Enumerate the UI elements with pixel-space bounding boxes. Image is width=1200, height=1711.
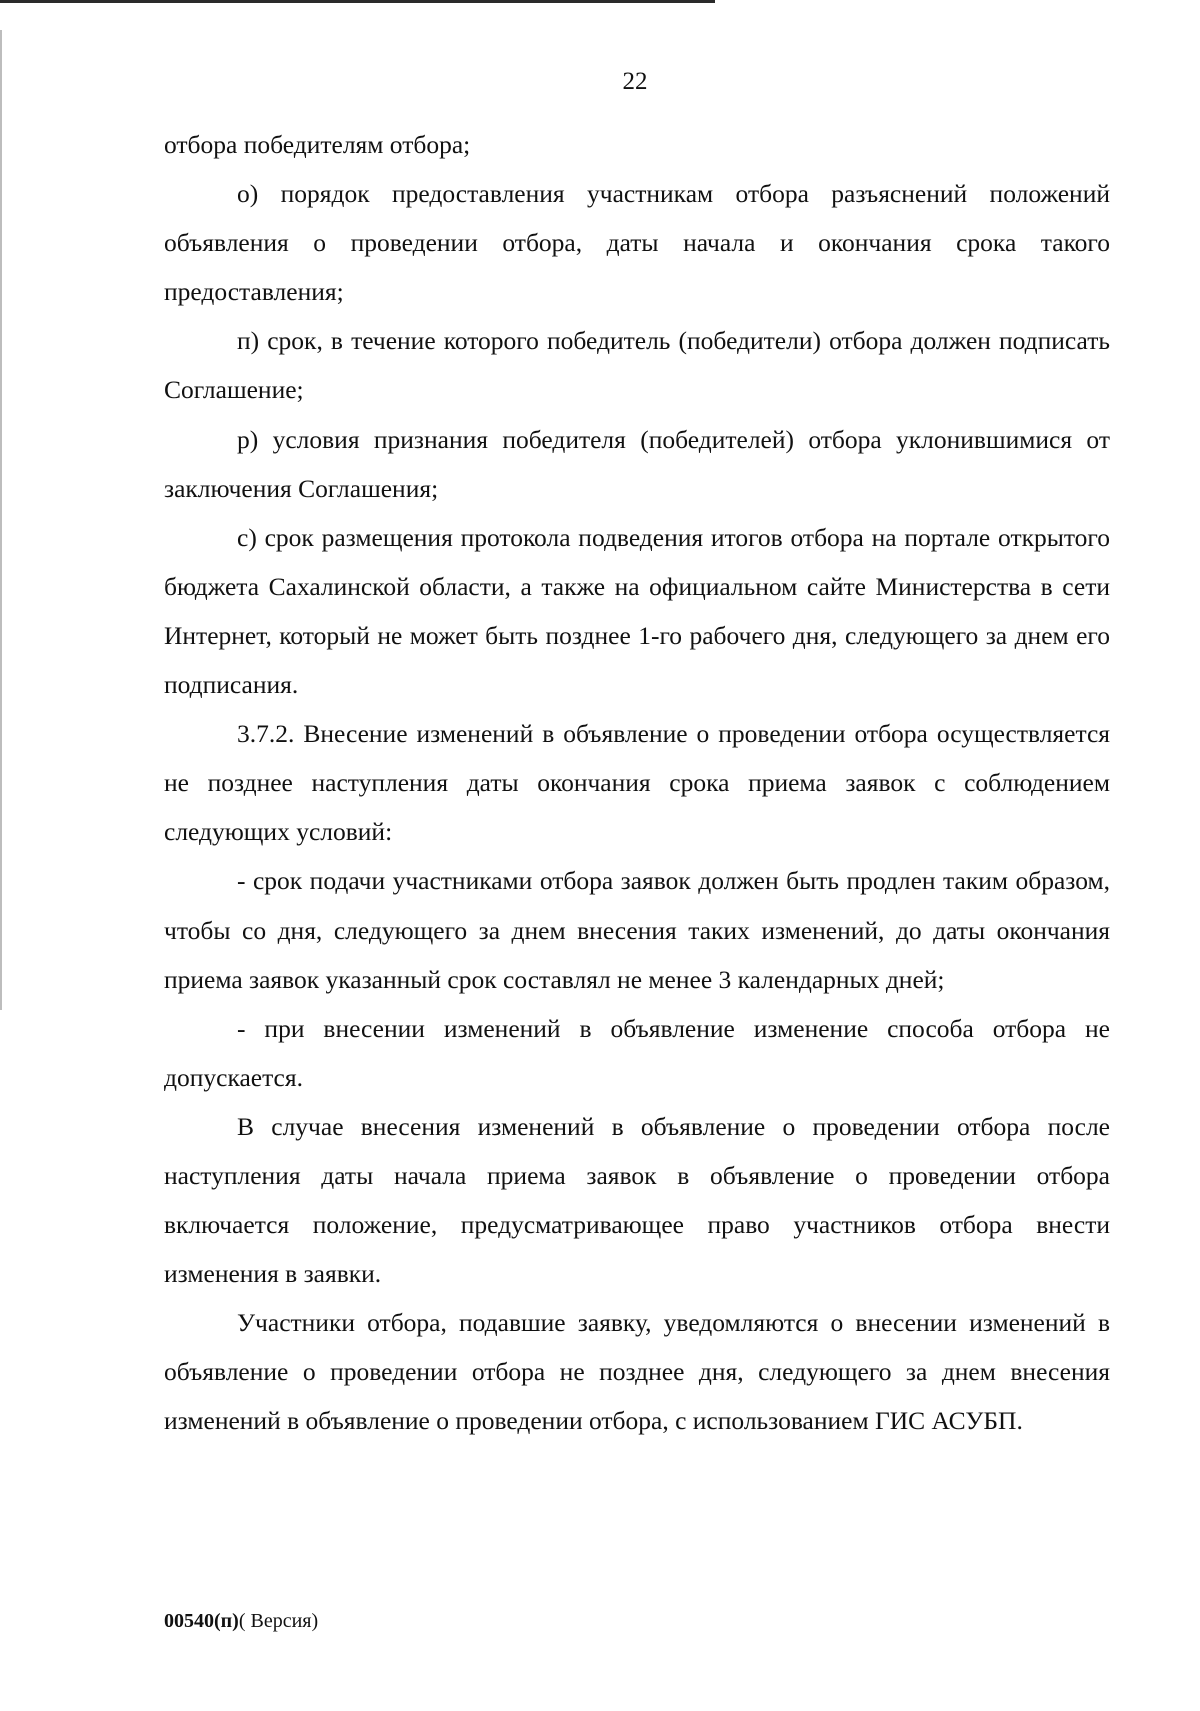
paragraph-condition-1: - срок подачи участниками отбора заявок должен быть продлен таким образом, чтобы со дня, следующего за днем внесения таких изменений, до даты окончания приема заявок указанный срок составлял не менее 3 календарных дней; xyxy=(164,866,1110,994)
paragraph-item-r: р) условия признания победителя (победителей) отбора уклонившимися от заключения Соглашения; xyxy=(164,424,1110,503)
paragraph-participants-notification: Участники отбора, подавшие заявку, уведомляются о внесении изменений в объявление о проведении отбора не позднее дня, следующего за днем внесения изменений в объявление о проведении отбора, с использованием ГИС АСУБП. xyxy=(164,1308,1110,1436)
scan-top-edge xyxy=(0,0,715,3)
paragraph-item-o: о) порядок предоставления участникам отбора разъяснений положений объявления о проведении отбора, даты начала и окончания срока такого предоставления; xyxy=(164,179,1110,307)
paragraph-section-3-7-2: 3.7.2. Внесение изменений в объявление о проведении отбора осуществляется не позднее наступления даты окончания срока приема заявок с соблюдением следующих условий: xyxy=(164,719,1110,847)
scan-left-edge xyxy=(0,30,2,1010)
document-code: 00540(п) xyxy=(164,1610,239,1632)
paragraph-continuation: отбора победителям отбора; xyxy=(164,130,471,159)
document-body xyxy=(164,120,1110,1446)
paragraph-item-p: п) срок, в течение которого победитель (победители) отбора должен подписать Соглашение; xyxy=(164,326,1110,405)
document-footer xyxy=(164,1610,318,1633)
document-version: ( Версия) xyxy=(238,1610,319,1632)
paragraph-item-s: с) срок размещения протокола подведения итогов отбора на портале открытого бюджета Сахалинской области, а также на официальном сайте Министерства в сети Интернет, который не может быть позднее 1-го рабочего дня, следующего за днем его подписания. xyxy=(164,522,1110,700)
page-number: 22 xyxy=(622,68,648,95)
paragraph-changes-after-start: В случае внесения изменений в объявление о проведении отбора после наступления даты начала приема заявок в объявление о проведении отбора включается положение, предусматривающее право участников отбора внести изменения в заявки. xyxy=(164,1111,1110,1289)
paragraph-condition-2: - при внесении изменений в объявление изменение способа отбора не допускается. xyxy=(164,1013,1110,1092)
